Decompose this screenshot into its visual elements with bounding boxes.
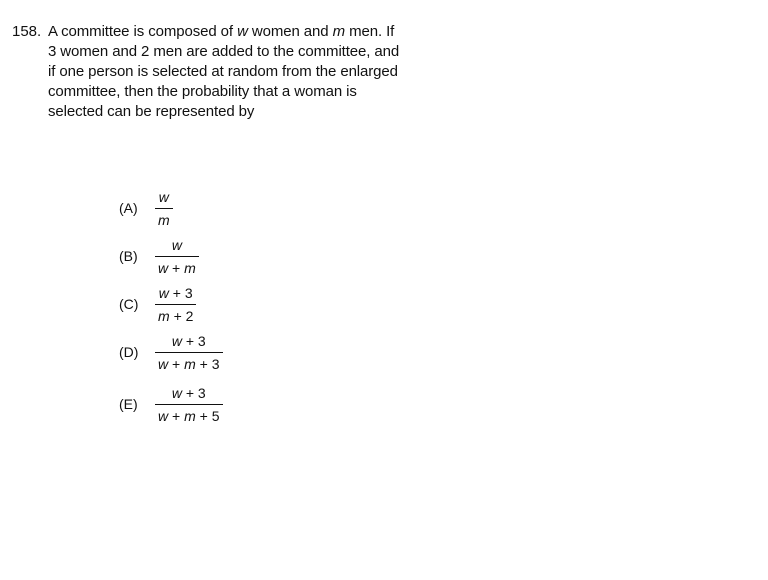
variable-m: m <box>184 259 196 276</box>
variable-w: w <box>171 236 182 253</box>
variable-w: w <box>171 384 182 401</box>
math-symbol: + <box>172 259 181 276</box>
variable-w: w <box>158 188 169 205</box>
choice-label: (D) <box>119 344 139 360</box>
answer-choice-a[interactable] <box>119 186 173 230</box>
fraction <box>155 385 223 424</box>
fraction <box>155 333 223 372</box>
choice-label: (B) <box>119 248 138 264</box>
math-symbol: + <box>185 332 195 349</box>
math-symbol: + <box>185 384 195 401</box>
math-symbol: + <box>173 307 182 324</box>
question-number: 158. <box>12 23 42 40</box>
variable-m: m <box>158 307 170 324</box>
fraction-denominator <box>155 208 173 228</box>
fraction-denominator <box>155 304 196 324</box>
answer-choice-b[interactable] <box>119 234 199 278</box>
fraction-denominator <box>155 256 199 276</box>
fraction-numerator <box>169 385 209 404</box>
fraction-denominator <box>155 352 223 372</box>
stem-text: women and <box>247 23 333 40</box>
fraction-denominator <box>155 404 223 424</box>
stem-line-1 <box>48 22 408 42</box>
stem-line-2: 3 women and 2 men are added to the committee, and <box>48 43 400 60</box>
variable-w: w <box>171 332 182 349</box>
answer-choice-c[interactable] <box>119 282 196 326</box>
variable-w: w <box>158 284 169 301</box>
variable-w: w <box>237 23 248 40</box>
fraction <box>155 189 173 228</box>
fraction <box>155 285 196 324</box>
fraction-numerator <box>156 189 172 208</box>
math-symbol: + <box>172 407 181 424</box>
math-symbol: 3 <box>211 355 220 372</box>
variable-w: w <box>158 355 169 372</box>
math-symbol: + <box>172 284 181 301</box>
stem-text: A committee is composed of <box>48 23 238 40</box>
question-stem <box>48 22 408 122</box>
fraction <box>155 237 199 276</box>
math-symbol: 5 <box>211 407 220 424</box>
variable-m: m <box>158 211 170 228</box>
math-symbol: 3 <box>197 384 206 401</box>
answer-choice-e[interactable] <box>119 382 223 426</box>
variable-w: w <box>158 259 169 276</box>
choice-label: (A) <box>119 200 138 216</box>
stem-line-3: if one person is selected at random from the enlarged <box>48 63 398 80</box>
variable-w: w <box>158 407 169 424</box>
variable-m: m <box>332 23 345 40</box>
choice-label: (E) <box>119 396 138 412</box>
fraction-numerator <box>169 333 209 352</box>
variable-m: m <box>184 407 196 424</box>
choice-label: (C) <box>119 296 139 312</box>
stem-line-5: selected can be represented by <box>48 103 255 120</box>
math-symbol: + <box>199 355 208 372</box>
math-symbol: + <box>172 355 181 372</box>
math-symbol: 3 <box>184 284 193 301</box>
math-symbol: 2 <box>185 307 194 324</box>
fraction-numerator <box>169 237 185 256</box>
math-symbol: 3 <box>197 332 206 349</box>
fraction-numerator <box>156 285 196 304</box>
stem-line-4: committee, then the probability that a woman is <box>48 83 357 100</box>
math-symbol: + <box>199 407 208 424</box>
answer-choice-d[interactable] <box>119 330 223 374</box>
stem-text: men. If <box>345 23 395 40</box>
variable-m: m <box>184 355 196 372</box>
